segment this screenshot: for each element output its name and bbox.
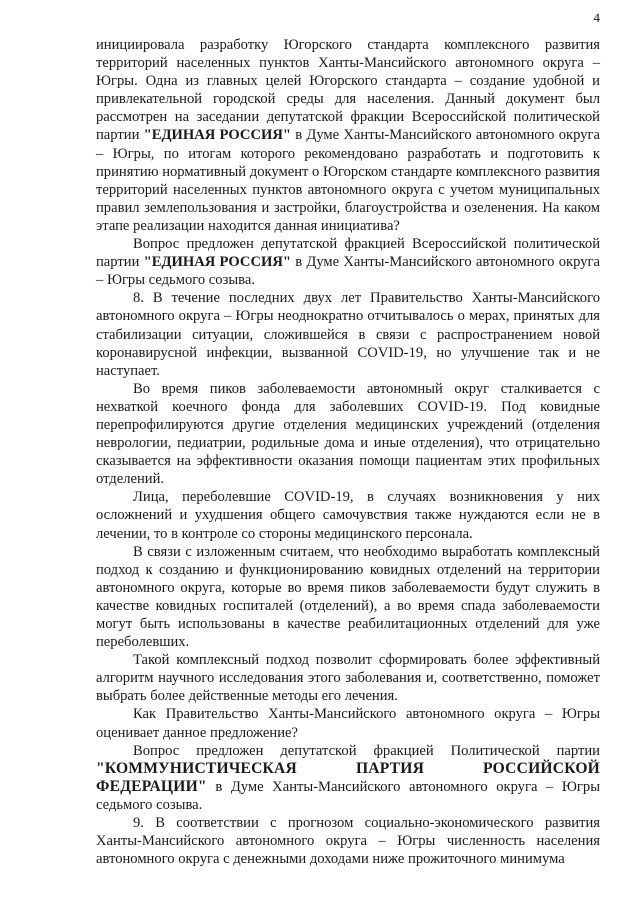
party-name: "ЕДИНАЯ РОССИЯ" — [143, 254, 291, 271]
paragraph-text: Лица, переболевшие COVID-19, в случаях возникновения у них осложнений и ухудшения общего самочувствия также нуждаются если не в лечении, то в контроле со стороны медицинского персонала. — [96, 489, 600, 542]
paragraph-bed-shortage — [96, 380, 600, 489]
paragraph-proposal — [96, 543, 600, 652]
paragraph-text: инициировала разработку Югорского стандарта комплексного развития территорий населенных пунктов Ханты-Мансийского автономного округа – Югры. Одна из главных целей Югорского стандарта – создание удобной и привлекательной городской среды для населения. Данный документ был рассмотрен на заседании депутатской фракции Всероссийской политической партии — [96, 37, 600, 144]
paragraph-item-9 — [96, 814, 600, 868]
paragraph-text: Вопрос предложен депутатской фракцией Всероссийской политической партии — [96, 236, 600, 271]
paragraph-standard-initiative — [96, 36, 600, 235]
paragraph-approach — [96, 651, 600, 705]
paragraph-question — [96, 705, 600, 741]
party-name: "КОММУНИСТИЧЕСКАЯ ПАРТИЯ РОССИЙСКОЙ ФЕДЕРАЦИИ" — [96, 759, 600, 795]
paragraph-question-author — [96, 235, 600, 289]
page-number: 4 — [593, 10, 600, 25]
document-body — [96, 36, 600, 868]
paragraph-text: В связи с изложенным считаем, что необходимо выработать комплексный подход к созданию и функционированию ковидных отделений на территории автономного округа, которые во время пиков заболеваемости будут служить в качестве ковидных госпиталей (отделений), а во время спада заболеваемости могут быть использованы в качестве реабилитационных отделений для уже переболевших. — [96, 543, 600, 651]
paragraph-text: Во время пиков заболеваемости автономный округ сталкивается с нехваткой коечного фонда для заболевших COVID-19. Под ковидные перепрофилируются другие отделения медицинских учреждений (отделения неврологии, педиатрии, родильные дома и иные отделения), что отрицательно сказывается на эффективности оказания помощи пациентам этих профильных отделений. — [96, 380, 600, 488]
paragraph-text: в Думе Ханты-Мансийского автономного округа – Югры, по итогам которого рекомендовано разработать и подготовить к принятию нормативный документ о Югорском стандарте комплексного развития территорий населенных пунктов автономного округа с учетом муниципальных правил землепользования и застройки, благоустройства и озеленения. На каком этапе реализации находится данная инициатива? — [96, 127, 600, 234]
paragraph-text: Такой комплексный подход позволит сформировать более эффективный алгоритм научного исследования этого заболевания и, соответственно, поможет выбрать более действенные методы его лечения. — [96, 652, 600, 705]
paragraph-text: 8. В течение последних двух лет Правительство Ханты-Мансийского автономного округа – Югры неоднократно отчитывалось о мерах, принятых для стабилизации ситуации, сложившейся в связи с распространением новой коронавирусной инфекции, вызванной COVID-19, но улучшение так и не наступает. — [96, 290, 600, 379]
paragraph-question-author-kprf — [96, 742, 600, 814]
paragraph-text: Как Правительство Ханты-Мансийского автономного округа – Югры оценивает данное предложение? — [96, 706, 600, 741]
paragraph-post-covid — [96, 488, 600, 542]
paragraph-text: в Думе Ханты-Мансийского автономного округа – Югры седьмого созыва. — [96, 254, 600, 289]
paragraph-text: в Думе Ханты-Мансийского автономного округа – Югры седьмого созыва. — [96, 778, 600, 813]
paragraph-item-8 — [96, 289, 600, 379]
party-name: "ЕДИНАЯ РОССИЯ" — [143, 127, 291, 144]
paragraph-text: 9. В соответствии с прогнозом социально-экономического развития Ханты-Мансийского автономного округа – Югры численность населения автономного округа с денежными доходами ниже прожиточного минимума — [96, 815, 600, 868]
paragraph-text: Вопрос предложен депутатской фракцией Политической партии — [133, 742, 600, 759]
